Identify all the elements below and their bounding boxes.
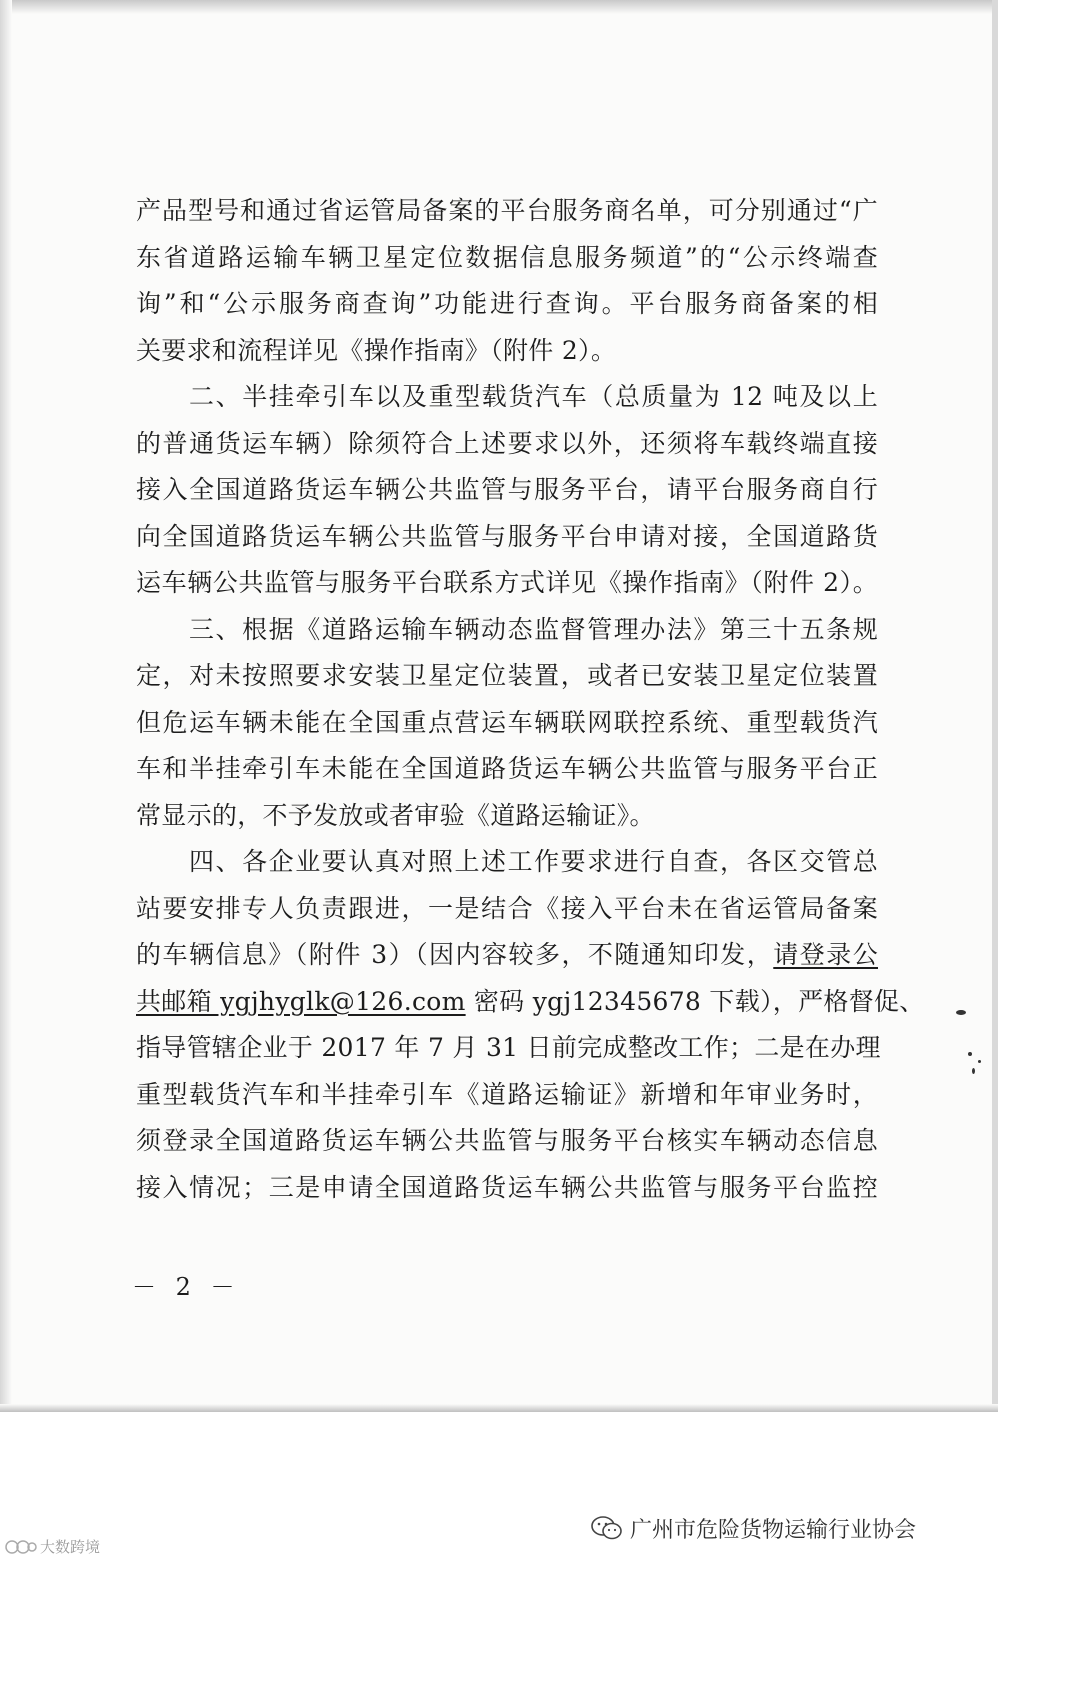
wechat-icon (590, 1515, 624, 1541)
text-line: 关要求和流程详见《操作指南》（附件 2）。 (136, 335, 617, 365)
footer-watermark (590, 1513, 916, 1543)
password-text: 密码 ygj12345678 下载），严格督促、 (465, 986, 925, 1016)
text-line: 站要安排专人负责跟进，一是结合《接入平台未在省运管局备案 (136, 893, 878, 923)
text-line: 产品型号和通过省运管局备案的平台服务商名单，可分别通过“广 (136, 196, 878, 225)
watermark-text: 广州市危险货物运输行业协会 (630, 1517, 917, 1543)
paragraph-four-start: 四、各企业要认真对照上述工作要求进行自查，各区交管总 (189, 847, 878, 876)
page-number: － 2 － (132, 1273, 241, 1301)
scan-speck (972, 1068, 975, 1074)
text-line: 向全国道路货运车辆公共监管与服务平台申请对接，全国道路货 (136, 521, 878, 551)
text-line: 定，对未按照要求安装卫星定位装置，或者已安装卫星定位装置 (136, 661, 878, 690)
scan-right-edge (992, 0, 998, 1410)
document-body (136, 188, 925, 1211)
text-line: 重型载货汽车和半挂牵引车《道路运输证》新增和年审业务时， (136, 1079, 878, 1109)
paragraph-two-start: 二、半挂牵引车以及重型载货汽车（总质量为 12 吨及以上 (189, 382, 878, 411)
text-line (136, 932, 878, 979)
text-line: 但危运车辆未能在全国重点营运车辆联网联控系统、重型载货汽 (136, 707, 878, 737)
text-line: 接入情况；三是申请全国道路货运车辆公共监管与服务平台监控 (136, 1172, 878, 1202)
scan-speck (956, 1010, 966, 1015)
text-line (136, 979, 925, 1026)
scan-speck (978, 1060, 981, 1063)
text-line: 指导管辖企业于 2017 年 7 月 31 日前完成整改工作；二是在办理 (136, 1033, 881, 1062)
paragraph-three-start: 三、根据《道路运输车辆动态监督管理办法》第三十五条规 (189, 614, 878, 644)
text-segment: 的车辆信息》（附件 3）（因内容较多，不随通知印发， (136, 940, 774, 969)
email-address-underlined: 共邮箱 ygjhyglk@126.com (136, 986, 466, 1016)
text-line: 的普通货运车辆）除须符合上述要求以外，还须将车载终端直接 (136, 428, 878, 458)
text-line: 东省道路运输车辆卫星定位数据信息服务频道”的“公示终端查 (136, 242, 878, 272)
scan-top-shadow (0, 0, 998, 14)
email-instruction-underlined: 请登录公 (773, 940, 878, 969)
scan-bottom-edge (0, 1404, 998, 1412)
text-line: 询”和“公示服务商查询”功能进行查询。平台服务商备案的相 (136, 289, 878, 318)
corner-logo-icon (4, 1537, 38, 1557)
text-line: 车和半挂牵引车未能在全国道路货运车辆公共监管与服务平台正 (136, 754, 878, 783)
text-line: 接入全国道路货运车辆公共监管与服务平台，请平台服务商自行 (136, 475, 878, 504)
text-line: 常显示的，不予发放或者审验《道路运输证》。 (136, 800, 655, 830)
corner-watermark-text: 大数跨境 (40, 1538, 101, 1556)
corner-watermark (4, 1536, 100, 1557)
scan-left-shadow (0, 0, 12, 1410)
text-line: 运车辆公共监管与服务平台联系方式详见《操作指南》（附件 2）。 (136, 568, 878, 597)
text-line: 须登录全国道路货运车辆公共监管与服务平台核实车辆动态信息 (136, 1126, 878, 1155)
scan-speck (968, 1052, 972, 1056)
